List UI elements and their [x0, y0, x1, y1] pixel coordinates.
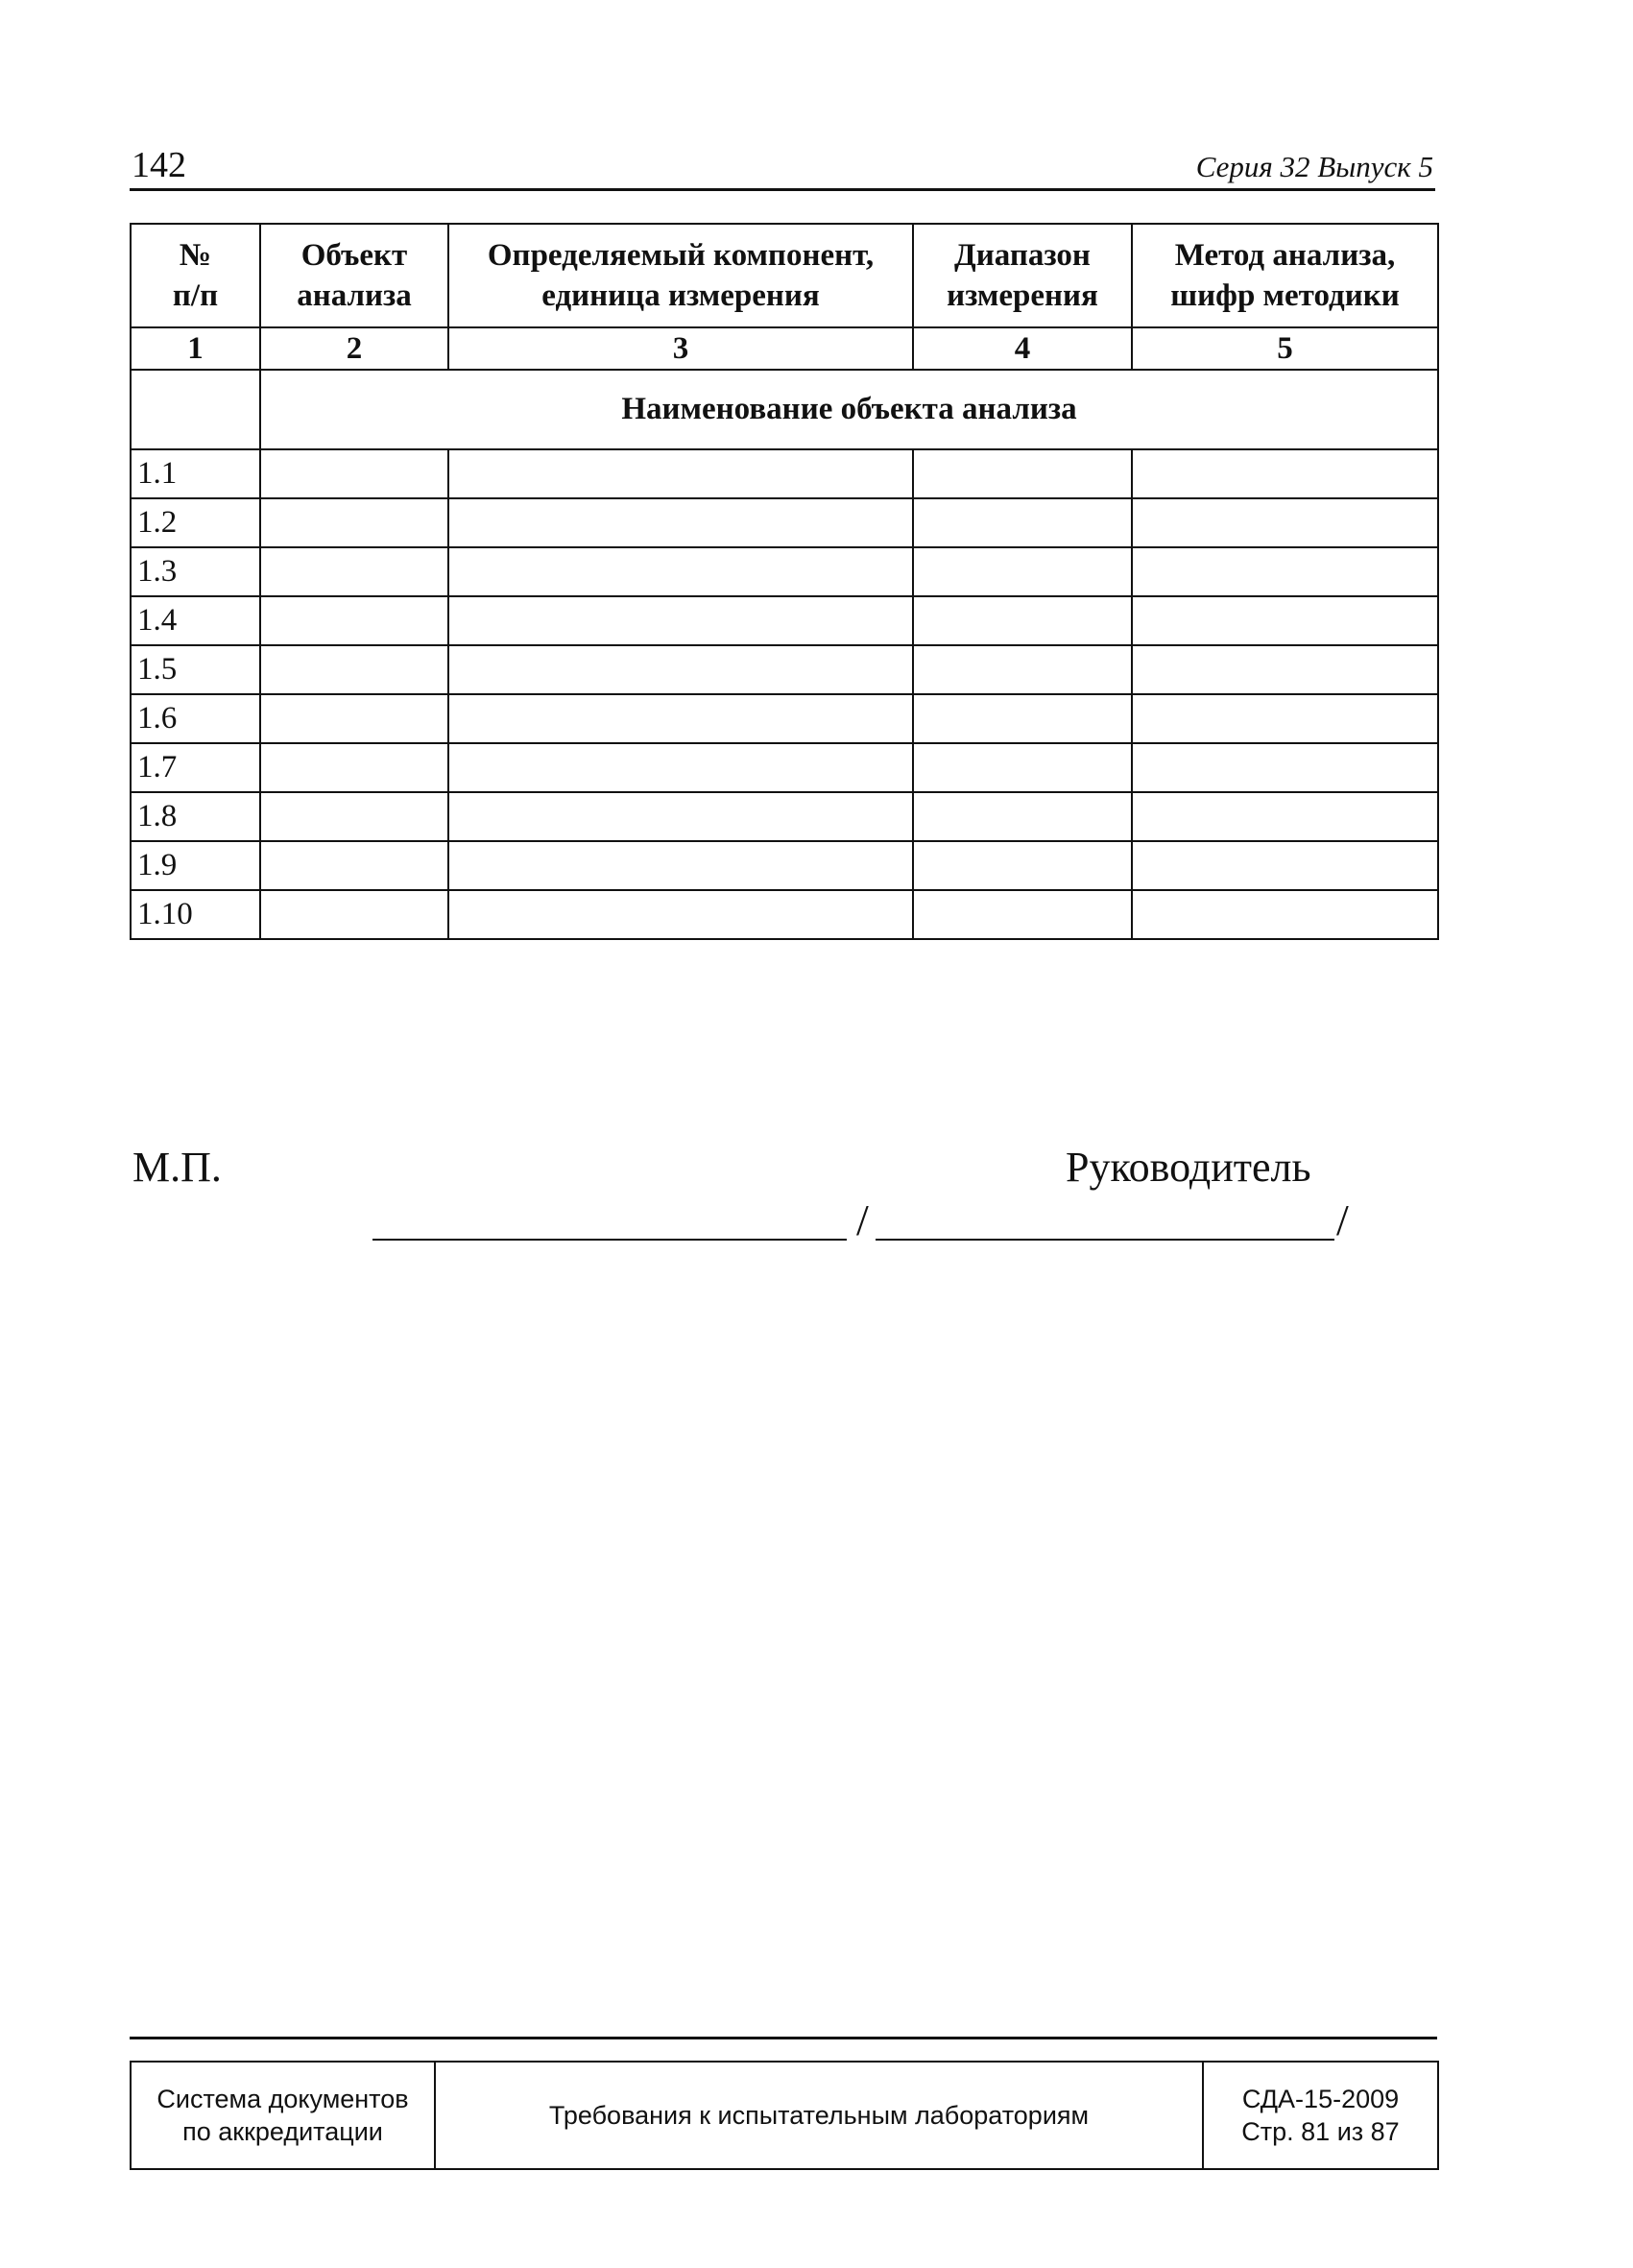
- section-title-row: [131, 370, 1438, 449]
- empty-cell: [260, 547, 448, 596]
- column-number: 2: [260, 327, 448, 370]
- column-number: 1: [131, 327, 260, 370]
- section-title: Наименование объекта анализа: [260, 370, 1438, 449]
- column-number: 5: [1132, 327, 1438, 370]
- separator-slash: /: [1336, 1195, 1349, 1244]
- separator-slash: /: [856, 1195, 869, 1244]
- row-number: 1.3: [131, 547, 260, 596]
- empty-cell: [913, 498, 1132, 547]
- empty-cell: [260, 841, 448, 890]
- empty-cell: [1132, 498, 1438, 547]
- empty-cell: [1132, 792, 1438, 841]
- table-row: [131, 449, 1438, 498]
- empty-cell: [1132, 596, 1438, 645]
- row-number: 1.7: [131, 743, 260, 792]
- column-header-object: Объект анализа: [260, 224, 448, 327]
- empty-cell: [260, 890, 448, 939]
- empty-cell: [1132, 645, 1438, 694]
- empty-cell: [260, 498, 448, 547]
- table-row: [131, 743, 1438, 792]
- row-number: 1.2: [131, 498, 260, 547]
- empty-cell: [1132, 547, 1438, 596]
- empty-cell: [913, 449, 1132, 498]
- empty-cell: [260, 645, 448, 694]
- empty-cell: [1132, 449, 1438, 498]
- footer-code-cell: СДА-15-2009 Стр. 81 из 87: [1203, 2062, 1438, 2169]
- row-number: 1.6: [131, 694, 260, 743]
- empty-cell: [1132, 694, 1438, 743]
- column-number: 3: [448, 327, 913, 370]
- table-row: [131, 547, 1438, 596]
- empty-cell: [448, 694, 913, 743]
- empty-cell: [448, 498, 913, 547]
- empty-cell: [1132, 743, 1438, 792]
- empty-cell: [913, 596, 1132, 645]
- accreditation-table: [130, 223, 1439, 940]
- empty-cell: [1132, 841, 1438, 890]
- table-row: [131, 498, 1438, 547]
- column-header-component: Определяемый компонент, единица измерения: [448, 224, 913, 327]
- empty-cell: [448, 449, 913, 498]
- column-header-range: Диапазон измерения: [913, 224, 1132, 327]
- table-row: [131, 792, 1438, 841]
- table-row: [131, 596, 1438, 645]
- series-label: Серия 32 Выпуск 5: [1195, 150, 1433, 183]
- empty-cell: [448, 841, 913, 890]
- footer-rule: [130, 2037, 1437, 2039]
- row-number: 1.8: [131, 792, 260, 841]
- empty-cell: [448, 645, 913, 694]
- row-number: 1.9: [131, 841, 260, 890]
- signature-line: [372, 1239, 847, 1241]
- empty-cell: [260, 694, 448, 743]
- table-body: [131, 449, 1438, 939]
- empty-cell: [260, 792, 448, 841]
- empty-cell: [448, 743, 913, 792]
- empty-cell: [913, 547, 1132, 596]
- footer-system-cell: Система документов по аккредитации: [131, 2062, 435, 2169]
- row-number: 1.4: [131, 596, 260, 645]
- column-number-row: [131, 327, 1438, 370]
- stamp-label: М.П.: [132, 1144, 222, 1191]
- row-number: 1.5: [131, 645, 260, 694]
- empty-cell: [448, 890, 913, 939]
- head-label: Руководитель: [1066, 1144, 1311, 1191]
- empty-cell: [448, 547, 913, 596]
- empty-cell: [260, 596, 448, 645]
- empty-cell: [913, 841, 1132, 890]
- empty-cell: [913, 890, 1132, 939]
- table-row: [131, 841, 1438, 890]
- empty-cell: [913, 743, 1132, 792]
- empty-cell: [913, 645, 1132, 694]
- header-row: [131, 224, 1438, 327]
- column-number: 4: [913, 327, 1132, 370]
- empty-cell: [260, 743, 448, 792]
- empty-cell: [1132, 890, 1438, 939]
- document-footer: [130, 2061, 1439, 2170]
- empty-cell: [913, 792, 1132, 841]
- page-number: 142: [132, 145, 186, 185]
- table-row: [131, 890, 1438, 939]
- empty-cell: [448, 792, 913, 841]
- empty-cell: [448, 596, 913, 645]
- empty-cell: [913, 694, 1132, 743]
- row-number: 1.1: [131, 449, 260, 498]
- name-line: [876, 1239, 1334, 1241]
- column-header-method: Метод анализа, шифр методики: [1132, 224, 1438, 327]
- column-header-number: № п/п: [131, 224, 260, 327]
- row-number: 1.10: [131, 890, 260, 939]
- footer-title-cell: Требования к испытательным лабораториям: [435, 2062, 1203, 2169]
- empty-cell: [260, 449, 448, 498]
- empty-cell: [131, 370, 260, 449]
- table-row: [131, 645, 1438, 694]
- page-header: [130, 134, 1435, 191]
- table-row: [131, 694, 1438, 743]
